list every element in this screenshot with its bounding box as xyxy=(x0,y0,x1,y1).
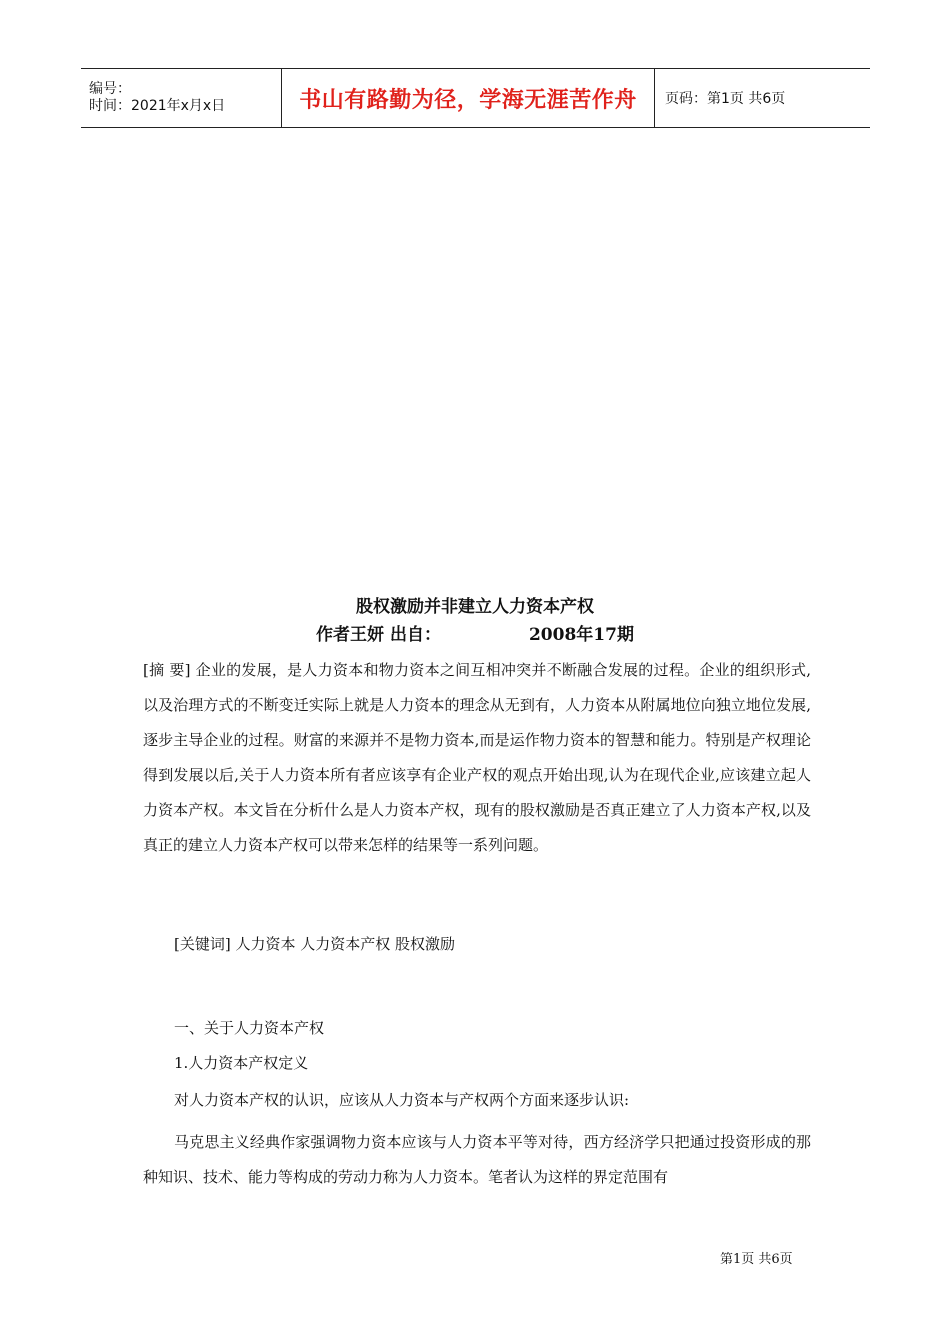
page-footer: 第1页 共6页 xyxy=(720,1252,793,1267)
page-header xyxy=(81,68,870,128)
header-motto-cell xyxy=(281,69,655,127)
page-label: 页码：第1页 共6页 xyxy=(665,91,786,107)
byline-issue: 2008年17期 xyxy=(528,625,634,645)
header-page-cell xyxy=(655,69,870,127)
number-label: 编号： xyxy=(89,81,131,97)
header-meta xyxy=(81,69,281,127)
subsection-heading: 1.人力资本产权定义 xyxy=(174,1054,309,1072)
section-heading: 一、关于人力资本产权 xyxy=(174,1019,325,1037)
keywords: [关键词] 人力资本 人力资本产权 股权激励 xyxy=(174,935,456,953)
article-title: 股权激励并非建立人力资本产权 xyxy=(356,597,594,617)
abstract: [摘 要] 企业的发展，是人力资本和物力资本之间互相冲突并不断融合发展的过程。企业的组织形式,以及治理方式的不断变迁实际上就是人力资本的理念从无到有，人力资本从附属地位向独立地位发展,逐步主导企业的过程。财富的来源并不是物力资本,而是运作物力资本的智慧和能力。特别是产权理论得到发展以后,关于人力资本所有者应该享有企业产权的观点开始出现,认为在现代企业,应该建立起人力资本产权。本文旨在分析什么是人力资本产权，现有的股权激励是否真正建立了人力资本产权,以及真正的建立人力资本产权可以带来怎样的结果等一系列问题。 xyxy=(143,661,811,854)
article-byline xyxy=(0,620,950,645)
time-label: 时间：2021年x月x日 xyxy=(89,98,226,114)
paragraph: 对人力资本产权的认识，应该从人力资本与产权两个方面来逐步认识: xyxy=(174,1091,630,1109)
paragraph: 马克思主义经典作家强调物力资本应该与人力资本平等对待，西方经济学只把通过投资形成的那种知识、技术、能力等构成的劳动力称为人力资本。笔者认为这样的界定范围有 xyxy=(143,1133,811,1186)
byline-author: 作者王妍 出自： xyxy=(316,625,441,645)
motto: 书山有路勤为径，学海无涯苦作舟 xyxy=(299,87,637,113)
